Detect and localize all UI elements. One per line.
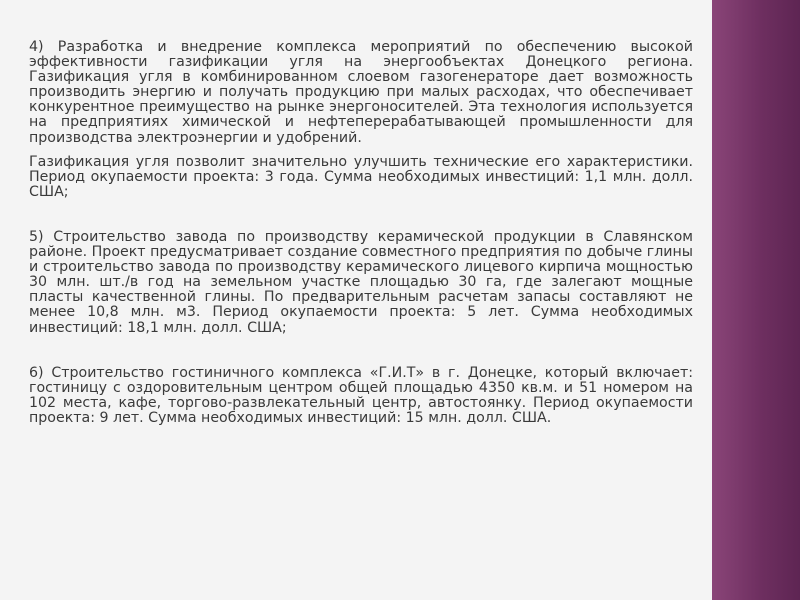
decorative-side-band xyxy=(712,0,800,600)
paragraph-spacer xyxy=(29,200,693,230)
paragraph-ceramics-plant: 5) Строительство завода по производству керамической продукции в Славянском районе. Проект предусматривает создание совместного предприятия по добыче глины и строительство завода по производству керамического лицевого кирпича мощностью 30 млн. шт./в год на земельном участке площадью 30 га, где залегают мощные пласты качественной глины. По предварительным расчетам запасы составляют не менее 10,8 млн. м3. Период окупаемости проекта: 5 лет. Сумма необходимых инвестиций: 18,1 млн. долл. США; xyxy=(29,228,693,336)
paragraph-spacer xyxy=(29,336,693,366)
paragraph-gasification-payback: Газификация угля позволит значительно улучшить технические его характеристики. Период окупаемости проекта: 3 года. Сумма необходимых инвестиций: 1,1 млн. долл. США; xyxy=(29,153,693,200)
paragraph-hotel-complex: 6) Строительство гостиничного комплекса «Г.И.Т» в г. Донецке, который включает: гостиницу с оздоровительным центром общей площадью 4350 кв.м. и 51 номером на 102 места, кафе, торгово-развлекательный центр, автостоянку. Период окупаемости проекта: 9 лет. Сумма необходимых инвестиций: 15 млн. долл. США. xyxy=(29,364,693,426)
paragraph-coal-gasification: 4) Разработка и внедрение комплекса мероприятий по обеспечению высокой эффективности газификации угля на энергообъектах Донецкого региона. Газификация угля в комбинированном слоевом газогенераторе дает возможность производить энергию и получать продукцию при малых расходах, что обеспечивает конкурентное преимущество на рынке энергоносителей. Эта технология используется на предприятиях химической и нефтеперерабатывающей промышленности для производства электроэнергии и удобрений. xyxy=(29,39,693,146)
slide-body xyxy=(29,40,693,426)
